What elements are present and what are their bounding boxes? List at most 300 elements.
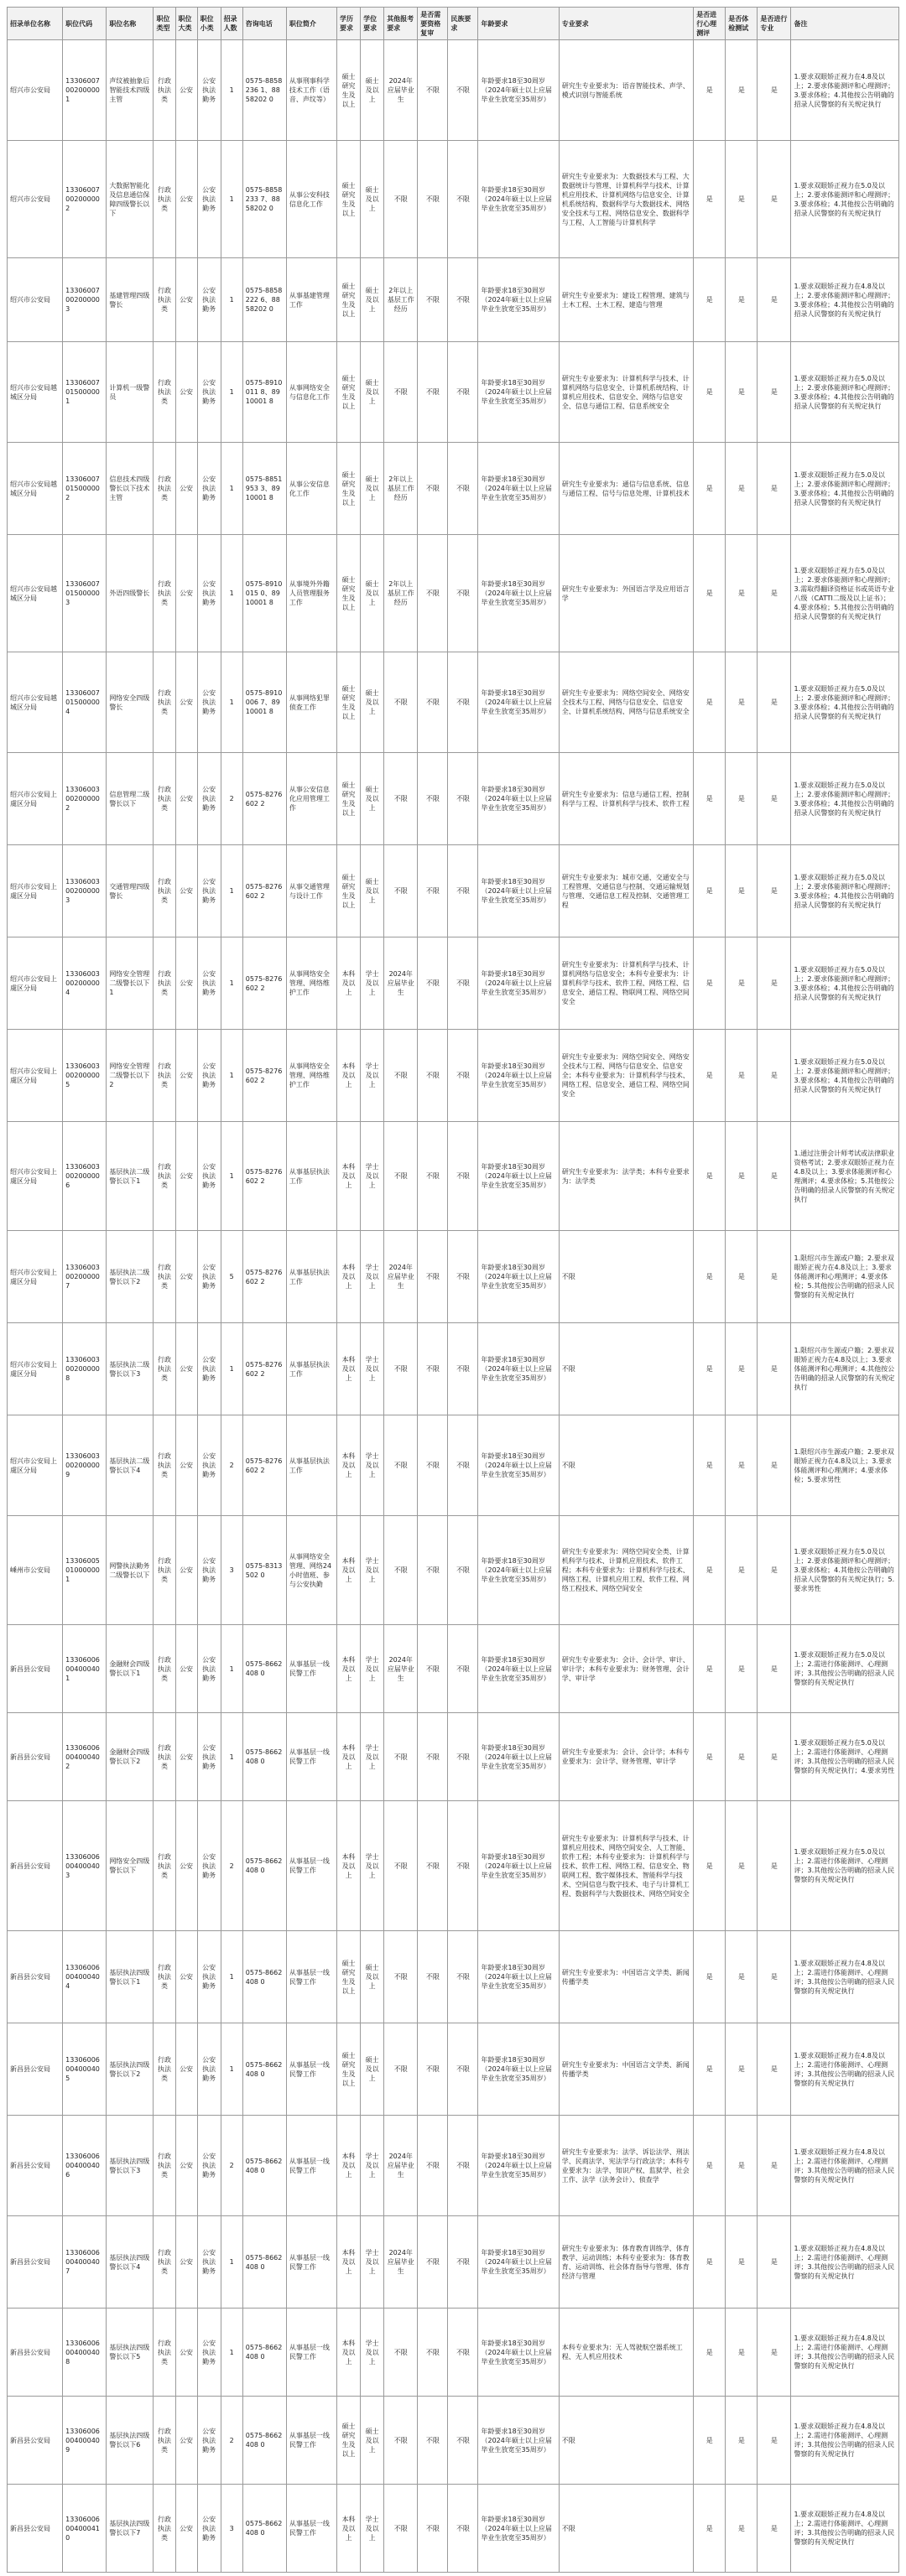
table-cell: 1 bbox=[221, 845, 242, 937]
table-cell: 金融财会四级警长以下1 bbox=[107, 1625, 154, 1713]
table-cell: 不限 bbox=[418, 1931, 448, 2023]
table-cell: 本科及以上 bbox=[337, 1625, 361, 1713]
column-header: 学历要求 bbox=[337, 8, 361, 40]
table-cell: 1.要求双眼矫正视力在5.0及以上；2.要求体能测评和心理测评；3.要求体检；4.其他按公告明确的招录人民警察的有关规定执行 bbox=[791, 141, 899, 258]
table-cell: 13306006004000402 bbox=[63, 1713, 107, 1801]
table-cell: 是 bbox=[726, 443, 758, 535]
table-cell: 是 bbox=[694, 1415, 726, 1516]
table-row bbox=[8, 1122, 899, 1231]
table-cell: 不限 bbox=[559, 2397, 693, 2485]
table-cell: 是 bbox=[726, 1030, 758, 1122]
table-cell: 0575-8910015 0、8910001 8 bbox=[242, 535, 286, 652]
table-cell: 网络安全四级警长以下 bbox=[107, 1801, 154, 1931]
table-cell: 1 bbox=[221, 937, 242, 1030]
table-cell: 研究生专业要求为：语音智能技术、声学、模式识别与智能系统 bbox=[559, 40, 693, 141]
table-cell: 基层执法四级警长以下4 bbox=[107, 2216, 154, 2309]
table-cell: 新昌县公安局 bbox=[8, 2116, 63, 2216]
table-cell: 年龄要求18至30周岁（2024年硕士以上应届毕业生放宽至35周岁） bbox=[478, 1801, 559, 1931]
table-cell: 是 bbox=[726, 1931, 758, 2023]
table-cell: 从事基层一线民警工作 bbox=[286, 2216, 336, 2309]
table-cell: 硕士及以上 bbox=[361, 141, 384, 258]
table-cell: 是 bbox=[758, 1030, 791, 1122]
table-cell: 不限 bbox=[448, 1231, 478, 1323]
table-cell: 0575-8662408 0 bbox=[242, 1931, 286, 2023]
table-cell: 本科及以上 bbox=[337, 1323, 361, 1415]
column-header: 学位要求 bbox=[361, 8, 384, 40]
table-cell: 不限 bbox=[448, 2116, 478, 2216]
table-cell: 2024年应届毕业生 bbox=[384, 2216, 418, 2309]
column-header: 招录单位名称 bbox=[8, 8, 63, 40]
table-cell: 是 bbox=[758, 2309, 791, 2397]
table-cell: 公安执法勤务 bbox=[197, 1122, 221, 1231]
table-cell: 行政执法类 bbox=[154, 141, 175, 258]
table-cell: 1 bbox=[221, 535, 242, 652]
table-cell: 公安 bbox=[175, 1801, 197, 1931]
table-cell: 硕士研究生及以上 bbox=[337, 535, 361, 652]
table-cell: 公安 bbox=[175, 652, 197, 753]
table-cell: 不限 bbox=[384, 1713, 418, 1801]
table-cell: 是 bbox=[694, 1625, 726, 1713]
table-cell: 绍兴市公安局上虞区分局 bbox=[8, 1122, 63, 1231]
table-cell: 研究生专业要求为：会计、会计学；本科专业要求为：会计学、财务管理、审计学 bbox=[559, 1713, 693, 1801]
table-cell: 0575-8858236 1、8858202 0 bbox=[242, 40, 286, 141]
table-cell: 学士及以上 bbox=[361, 1516, 384, 1625]
table-cell: 绍兴市公安局上虞区分局 bbox=[8, 753, 63, 845]
table-cell: 是 bbox=[758, 535, 791, 652]
table-cell: 不限 bbox=[418, 342, 448, 443]
table-cell: 行政执法类 bbox=[154, 845, 175, 937]
table-cell: 是 bbox=[758, 258, 791, 342]
table-cell: 是 bbox=[726, 535, 758, 652]
table-cell: 1.要求双眼矫正视力在4.8及以上；2.需进行体能测评、心理测评；3.其他按公告明确的招录人民警察的有关规定执行 bbox=[791, 2309, 899, 2397]
table-cell: 是 bbox=[726, 342, 758, 443]
table-cell: 0575-8910011 8、8910001 8 bbox=[242, 342, 286, 443]
table-cell: 年龄要求18至30周岁（2024年硕士以上应届毕业生放宽至35周岁） bbox=[478, 1713, 559, 1801]
table-cell: 新昌县公安局 bbox=[8, 2397, 63, 2485]
table-cell: 2024年应届毕业生 bbox=[384, 2116, 418, 2216]
table-cell: 不限 bbox=[418, 141, 448, 258]
table-cell: 从事基层一线民警工作 bbox=[286, 1931, 336, 2023]
column-header: 其他报考要求 bbox=[384, 8, 418, 40]
table-cell: 1 bbox=[221, 1713, 242, 1801]
column-header: 年龄要求 bbox=[478, 8, 559, 40]
table-cell: 公安执法勤务 bbox=[197, 1323, 221, 1415]
table-cell: 0575-8276602 2 bbox=[242, 1030, 286, 1122]
table-cell: 是 bbox=[758, 1122, 791, 1231]
table-cell: 行政执法类 bbox=[154, 443, 175, 535]
table-cell: 公安执法勤务 bbox=[197, 1931, 221, 2023]
table-cell: 硕士及以上 bbox=[361, 258, 384, 342]
table-cell: 研究生专业要求为：会计、会计学、审计、审计学；本科专业要求为：财务管理、会计学、审计学 bbox=[559, 1625, 693, 1713]
table-cell: 不限 bbox=[418, 535, 448, 652]
table-cell: 行政执法类 bbox=[154, 1122, 175, 1231]
table-cell: 年龄要求18至30周岁（2024年硕士以上应届毕业生放宽至35周岁） bbox=[478, 1030, 559, 1122]
table-cell: 学士及以上 bbox=[361, 1625, 384, 1713]
table-cell: 硕士研究生及以上 bbox=[337, 652, 361, 753]
table-cell: 从事基层一线民警工作 bbox=[286, 1801, 336, 1931]
column-header: 是否进行心理测评 bbox=[694, 8, 726, 40]
table-cell: 行政执法类 bbox=[154, 652, 175, 753]
table-cell: 不限 bbox=[418, 258, 448, 342]
table-cell: 1.要求双眼矫正视力在4.8及以上；2.需进行体能测评、心理测评；3.其他按公告明确的招录人民警察的有关规定执行 bbox=[791, 2216, 899, 2309]
table-cell: 研究生专业要求为：计算机科学与技术、计算机网络与信息安全；本科专业要求为：计算机科学与技术、软件工程、网络工程、信息安全、通信工程、物联网工程、网络空间安全 bbox=[559, 937, 693, 1030]
table-cell: 从事基层一线民警工作 bbox=[286, 2397, 336, 2485]
table-cell: 0575-8851953 3、8910001 8 bbox=[242, 443, 286, 535]
table-cell: 是 bbox=[694, 2485, 726, 2573]
table-cell: 年龄要求18至30周岁（2024年硕士以上应届毕业生放宽至35周岁） bbox=[478, 258, 559, 342]
table-cell: 1 bbox=[221, 40, 242, 141]
table-cell: 是 bbox=[758, 40, 791, 141]
table-cell: 0575-8858233 7、8858202 0 bbox=[242, 141, 286, 258]
table-cell: 是 bbox=[726, 845, 758, 937]
table-cell: 1 bbox=[221, 2216, 242, 2309]
table-cell: 年龄要求18至30周岁（2024年硕士以上应届毕业生放宽至35周岁） bbox=[478, 1122, 559, 1231]
table-cell: 研究生专业要求为：法学类；本科专业要求为：法学类 bbox=[559, 1122, 693, 1231]
table-cell: 学士及以上 bbox=[361, 1713, 384, 1801]
table-cell: 1 bbox=[221, 258, 242, 342]
table-cell: 绍兴市公安局上虞区分局 bbox=[8, 1415, 63, 1516]
table-cell: 是 bbox=[758, 443, 791, 535]
table-cell: 公安 bbox=[175, 2116, 197, 2216]
table-cell: 研究生专业要求为：网络空间安全、网络安全技术与工程、网络与信息安全、信息安全、计算机系统结构、网络与信息系统安全 bbox=[559, 652, 693, 753]
table-cell: 不限 bbox=[418, 652, 448, 753]
table-cell: 研究生专业要求为：外国语言学及应用语言学 bbox=[559, 535, 693, 652]
table-cell: 公安执法勤务 bbox=[197, 141, 221, 258]
table-cell: 本科及以上 bbox=[337, 2485, 361, 2573]
table-cell: 不限 bbox=[559, 1323, 693, 1415]
table-cell: 1.要求双眼矫正视力在5.0及以上；2.要求体能测评和心理测评；3.要求体检；4.其他按公告明确的招录人民警察的有关规定执行 bbox=[791, 753, 899, 845]
column-header: 备注 bbox=[791, 8, 899, 40]
table-cell: 1.通过注册会计师考试或法律职业资格考试；2.要求双眼矫正视力在4.8及以上；3.要求体能测评和心理测评；4.要求体检；5.其他按公告明确的招录人民警察的有关规定执行 bbox=[791, 1122, 899, 1231]
table-cell: 绍兴市公安局越城区分局 bbox=[8, 652, 63, 753]
table-cell: 公安执法勤务 bbox=[197, 1231, 221, 1323]
table-cell: 是 bbox=[694, 1931, 726, 2023]
table-cell: 从事境外外籍人员管理服务工作 bbox=[286, 535, 336, 652]
table-cell: 本科及以上 bbox=[337, 2309, 361, 2397]
table-cell: 1.要求双眼矫正视力在4.8及以上；2.需进行体能测评、心理测评；3.其他按公告明确的招录人民警察的有关规定执行 bbox=[791, 2116, 899, 2216]
table-cell: 硕士及以上 bbox=[361, 652, 384, 753]
table-cell: 年龄要求18至30周岁（2024年硕士以上应届毕业生放宽至35周岁） bbox=[478, 753, 559, 845]
table-cell: 不限 bbox=[448, 1030, 478, 1122]
table-cell: 0575-8662408 0 bbox=[242, 2485, 286, 2573]
table-cell: 年龄要求18至30周岁（2024年硕士以上应届毕业生放宽至35周岁） bbox=[478, 2485, 559, 2573]
table-cell: 2 bbox=[221, 2116, 242, 2216]
table-cell: 行政执法类 bbox=[154, 342, 175, 443]
table-cell: 13306003002000002 bbox=[63, 753, 107, 845]
table-cell: 13306006004000405 bbox=[63, 2023, 107, 2116]
table-row bbox=[8, 937, 899, 1030]
column-header: 职位简介 bbox=[286, 8, 336, 40]
table-cell: 是 bbox=[694, 652, 726, 753]
table-cell: 网络安全管理二级警长以下2 bbox=[107, 1030, 154, 1122]
table-cell: 公安执法勤务 bbox=[197, 937, 221, 1030]
table-cell: 交通管理四级警长 bbox=[107, 845, 154, 937]
table-cell: 新昌县公安局 bbox=[8, 2216, 63, 2309]
table-cell: 不限 bbox=[384, 1030, 418, 1122]
table-cell: 年龄要求18至30周岁（2024年硕士以上应届毕业生放宽至35周岁） bbox=[478, 2397, 559, 2485]
table-cell: 是 bbox=[758, 1931, 791, 2023]
table-cell: 不限 bbox=[448, 535, 478, 652]
table-cell: 13306003002000006 bbox=[63, 1122, 107, 1231]
table-cell: 公安执法勤务 bbox=[197, 753, 221, 845]
table-cell: 行政执法类 bbox=[154, 535, 175, 652]
table-cell: 基层执法二级警长以下3 bbox=[107, 1323, 154, 1415]
table-cell: 研究生专业要求为：通信与信息系统、信息与通信工程、信号与信息处理、计算机技术 bbox=[559, 443, 693, 535]
table-cell: 是 bbox=[758, 1231, 791, 1323]
table-cell: 13306007015000001 bbox=[63, 342, 107, 443]
table-cell: 年龄要求18至30周岁（2024年硕士以上应届毕业生放宽至35周岁） bbox=[478, 40, 559, 141]
table-cell: 从事基层一线民警工作 bbox=[286, 1625, 336, 1713]
table-cell: 不限 bbox=[448, 753, 478, 845]
table-cell: 13306003002000008 bbox=[63, 1323, 107, 1415]
table-cell: 行政执法类 bbox=[154, 2309, 175, 2397]
table-cell: 1.要求双眼矫正视力在4.8及以上；2.需进行体能测评、心理测评；3.其他按公告明确的招录人民警察的有关规定执行 bbox=[791, 1931, 899, 2023]
table-cell: 不限 bbox=[448, 1801, 478, 1931]
table-cell: 公安执法勤务 bbox=[197, 1415, 221, 1516]
table-cell: 公安 bbox=[175, 2023, 197, 2116]
table-cell: 是 bbox=[758, 2023, 791, 2116]
table-cell: 硕士研究生及以上 bbox=[337, 40, 361, 141]
table-cell: 13306003002000005 bbox=[63, 1030, 107, 1122]
table-cell: 1 bbox=[221, 1625, 242, 1713]
table-cell: 不限 bbox=[384, 1516, 418, 1625]
table-cell: 不限 bbox=[384, 141, 418, 258]
table-cell: 信息技术四级警长以下技术主管 bbox=[107, 443, 154, 535]
table-cell: 不限 bbox=[448, 1713, 478, 1801]
table-cell: 基建管理四级警长 bbox=[107, 258, 154, 342]
table-cell: 绍兴市公安局上虞区分局 bbox=[8, 937, 63, 1030]
table-cell: 不限 bbox=[448, 1323, 478, 1415]
table-row bbox=[8, 753, 899, 845]
table-row bbox=[8, 40, 899, 141]
table-cell: 1.限绍兴市生源或户籍；2.要求双眼矫正视力在4.8及以上；3.要求体能测评和心理测评；4.其他按公告明确的招录人民警察的有关规定执行 bbox=[791, 1323, 899, 1415]
table-cell: 金融财会四级警长以下2 bbox=[107, 1713, 154, 1801]
table-cell: 硕士研究生及以上 bbox=[337, 443, 361, 535]
table-row bbox=[8, 2023, 899, 2116]
table-cell: 是 bbox=[726, 2116, 758, 2216]
table-cell: 行政执法类 bbox=[154, 1231, 175, 1323]
table-cell: 公安 bbox=[175, 1122, 197, 1231]
table-cell: 不限 bbox=[418, 2485, 448, 2573]
table-cell: 从事基层一线民警工作 bbox=[286, 2309, 336, 2397]
table-cell: 1.要求双眼矫正视力在4.8及以上；2.要求体能测评和心理测评；3.要求体检；4.其他按公告明确的招录人民警察的有关规定执行 bbox=[791, 258, 899, 342]
table-cell: 是 bbox=[726, 1323, 758, 1415]
table-cell: 本科及以上 bbox=[337, 1713, 361, 1801]
table-cell: 不限 bbox=[448, 40, 478, 141]
table-cell: 不限 bbox=[448, 1415, 478, 1516]
table-cell: 从事刑事科学技术工作（语音、声纹等） bbox=[286, 40, 336, 141]
table-cell: 是 bbox=[726, 1122, 758, 1231]
table-cell: 0575-8858222 6、8858202 0 bbox=[242, 258, 286, 342]
table-cell: 从事公安科技信息化工作 bbox=[286, 141, 336, 258]
table-cell: 0575-8910006 7、8910001 8 bbox=[242, 652, 286, 753]
table-cell: 1 bbox=[221, 652, 242, 753]
table-cell: 研究生专业要求为：建设工程管理、建筑与土木工程、土木工程、建造与管理 bbox=[559, 258, 693, 342]
table-cell: 行政执法类 bbox=[154, 1625, 175, 1713]
table-cell: 是 bbox=[726, 1801, 758, 1931]
table-cell: 是 bbox=[726, 1713, 758, 1801]
table-cell: 年龄要求18至30周岁（2024年硕士以上应届毕业生放宽至35周岁） bbox=[478, 652, 559, 753]
table-cell: 硕士研究生及以上 bbox=[337, 753, 361, 845]
table-cell: 是 bbox=[694, 1122, 726, 1231]
table-cell: 13306006004000404 bbox=[63, 1931, 107, 2023]
table-cell: 公安 bbox=[175, 1625, 197, 1713]
table-cell: 网络安全管理二级警长以下1 bbox=[107, 937, 154, 1030]
table-cell: 行政执法类 bbox=[154, 1516, 175, 1625]
table-cell: 基层执法四级警长以下3 bbox=[107, 2116, 154, 2216]
table-cell: 13306006004000409 bbox=[63, 2397, 107, 2485]
table-cell: 1.要求双眼矫正视力在4.8及以上；2.需进行体能测评、心理测评；3.其他按公告明确的招录人民警察的有关规定执行 bbox=[791, 2485, 899, 2573]
table-cell: 是 bbox=[758, 652, 791, 753]
table-cell: 基层执法四级警长以下2 bbox=[107, 2023, 154, 2116]
table-cell: 是 bbox=[758, 2216, 791, 2309]
table-cell: 1.限绍兴市生源或户籍；2.要求双眼矫正视力在4.8及以上；3.要求体能测评和心理测评；4.要求体检；5.其他按公告明确的招录人民警察的有关规定执行 bbox=[791, 1231, 899, 1323]
table-cell: 是 bbox=[758, 845, 791, 937]
table-cell: 0575-8276602 2 bbox=[242, 845, 286, 937]
table-cell: 绍兴市公安局上虞区分局 bbox=[8, 845, 63, 937]
table-cell: 是 bbox=[758, 1713, 791, 1801]
table-cell: 1.要求双眼矫正视力在5.0及以上；2.要求体能测评和心理测评；3.要求体检；4.其他按公告明确的招录人民警察的有关规定执行 bbox=[791, 342, 899, 443]
table-cell: 不限 bbox=[418, 1625, 448, 1713]
column-header: 职位小类 bbox=[197, 8, 221, 40]
table-cell: 年龄要求18至30周岁（2024年硕士以上应届毕业生放宽至35周岁） bbox=[478, 1516, 559, 1625]
table-cell: 从事公安信息化工作 bbox=[286, 443, 336, 535]
table-cell: 不限 bbox=[559, 2485, 693, 2573]
table-cell: 硕士研究生及以上 bbox=[337, 141, 361, 258]
table-cell: 绍兴市公安局越城区分局 bbox=[8, 342, 63, 443]
table-cell: 是 bbox=[694, 1516, 726, 1625]
table-cell: 不限 bbox=[418, 1030, 448, 1122]
table-cell: 是 bbox=[758, 2485, 791, 2573]
column-header: 职位名称 bbox=[107, 8, 154, 40]
table-cell: 13306007002000003 bbox=[63, 258, 107, 342]
table-cell: 大数据智能化及信息通信保障四级警长以下 bbox=[107, 141, 154, 258]
table-cell: 是 bbox=[758, 753, 791, 845]
table-cell: 硕士研究生及以上 bbox=[337, 845, 361, 937]
table-cell: 外语四级警长 bbox=[107, 535, 154, 652]
table-cell: 公安执法勤务 bbox=[197, 258, 221, 342]
table-row bbox=[8, 1516, 899, 1625]
table-cell: 公安 bbox=[175, 141, 197, 258]
table-cell: 是 bbox=[726, 1625, 758, 1713]
table-cell: 公安执法勤务 bbox=[197, 2216, 221, 2309]
table-cell: 1 bbox=[221, 1323, 242, 1415]
table-cell: 不限 bbox=[448, 1931, 478, 2023]
table-cell: 是 bbox=[758, 1801, 791, 1931]
table-cell: 公安 bbox=[175, 937, 197, 1030]
table-cell: 年龄要求18至30周岁（2024年硕士以上应届毕业生放宽至35周岁） bbox=[478, 2023, 559, 2116]
table-cell: 声纹被抽象后智能技术四级主管 bbox=[107, 40, 154, 141]
table-cell: 公安执法勤务 bbox=[197, 1625, 221, 1713]
table-cell: 新昌县公安局 bbox=[8, 1713, 63, 1801]
table-cell: 学士及以上 bbox=[361, 2216, 384, 2309]
table-cell: 是 bbox=[758, 1516, 791, 1625]
column-header: 职位类型 bbox=[154, 8, 175, 40]
table-cell: 不限 bbox=[418, 2116, 448, 2216]
table-cell: 不限 bbox=[559, 1415, 693, 1516]
table-row bbox=[8, 342, 899, 443]
table-cell: 本科及以上 bbox=[337, 1801, 361, 1931]
table-cell: 行政执法类 bbox=[154, 1323, 175, 1415]
table-cell: 行政执法类 bbox=[154, 2023, 175, 2116]
table-cell: 不限 bbox=[418, 1122, 448, 1231]
table-cell: 研究生专业要求为：网络空间安全类、计算机科学与技术、计算机应用技术、软件工程；本科专业要求为：计算机科学与技术、网络工程、计算机应用工程、软件工程、网络工程技术、网络空间安全 bbox=[559, 1516, 693, 1625]
table-cell: 学士及以上 bbox=[361, 1030, 384, 1122]
table-cell: 研究生专业要求为：计算机科学与技术、计算机网络与信息安全、计算机系统结构、计算机应用技术、信息安全、网络与信息安全、信息与通信工程、信息系统安全 bbox=[559, 342, 693, 443]
table-cell: 是 bbox=[726, 141, 758, 258]
table-row bbox=[8, 2397, 899, 2485]
table-cell: 是 bbox=[694, 2116, 726, 2216]
table-cell: 不限 bbox=[448, 845, 478, 937]
table-cell: 1.要求双眼矫正视力在5.0及以上；2.要求体能测评和心理测评；3.要求体检；4.其他按公告明确的招录人民警察的有关规定执行；5.要求男性 bbox=[791, 1516, 899, 1625]
table-cell: 学士及以上 bbox=[361, 937, 384, 1030]
table-cell: 不限 bbox=[448, 141, 478, 258]
table-cell: 公安执法勤务 bbox=[197, 443, 221, 535]
table-cell: 不限 bbox=[384, 2485, 418, 2573]
table-cell: 行政执法类 bbox=[154, 2397, 175, 2485]
table-cell: 是 bbox=[726, 2485, 758, 2573]
table-cell: 研究生专业要求为：城市交通、交通安全与工程管理、交通信息与控制、交通运输规划与管理、交通信息工程及控制、交通管理工程 bbox=[559, 845, 693, 937]
table-cell: 从事网络安全管理、网络维护工作 bbox=[286, 1030, 336, 1122]
table-cell: 不限 bbox=[384, 652, 418, 753]
table-cell: 不限 bbox=[418, 40, 448, 141]
table-cell: 新昌县公安局 bbox=[8, 1625, 63, 1713]
table-cell: 是 bbox=[694, 443, 726, 535]
table-cell: 年龄要求18至30周岁（2024年硕士以上应届毕业生放宽至35周岁） bbox=[478, 342, 559, 443]
table-cell: 1 bbox=[221, 141, 242, 258]
table-cell: 基层执法四级警长以下7 bbox=[107, 2485, 154, 2573]
table-cell: 是 bbox=[726, 1231, 758, 1323]
table-cell: 行政执法类 bbox=[154, 753, 175, 845]
table-cell: 是 bbox=[758, 937, 791, 1030]
table-cell: 不限 bbox=[448, 652, 478, 753]
table-cell: 硕士及以上 bbox=[361, 535, 384, 652]
table-cell: 不限 bbox=[448, 2023, 478, 2116]
table-cell: 从事基建管理工作 bbox=[286, 258, 336, 342]
table-cell: 1.要求双眼矫正视力在5.0及以上；2.要求体能测评和心理测评；3.要求体检；4.其他按公告明确的招录人民警察的有关规定执行 bbox=[791, 937, 899, 1030]
table-cell: 13306003002000009 bbox=[63, 1415, 107, 1516]
table-cell: 不限 bbox=[384, 342, 418, 443]
table-cell: 行政执法类 bbox=[154, 258, 175, 342]
table-cell: 1.要求双眼矫正视力在5.0及以上；2.需进行体能测评、心理测评；3.其他按公告明确的招录人民警察的有关规定执行 bbox=[791, 1801, 899, 1931]
table-cell: 13306003002000007 bbox=[63, 1231, 107, 1323]
table-cell: 硕士研究生及以上 bbox=[337, 342, 361, 443]
table-cell: 行政执法类 bbox=[154, 1030, 175, 1122]
table-cell: 本科及以上 bbox=[337, 2116, 361, 2216]
recruitment-table bbox=[7, 7, 899, 2573]
table-cell: 年龄要求18至30周岁（2024年硕士以上应届毕业生放宽至35周岁） bbox=[478, 443, 559, 535]
table-cell: 年龄要求18至30周岁（2024年硕士以上应届毕业生放宽至35周岁） bbox=[478, 1231, 559, 1323]
table-cell: 是 bbox=[758, 2116, 791, 2216]
table-cell: 不限 bbox=[384, 845, 418, 937]
table-cell: 硕士研究生及以上 bbox=[337, 258, 361, 342]
table-cell: 是 bbox=[726, 1516, 758, 1625]
table-cell: 公安 bbox=[175, 1415, 197, 1516]
table-cell: 学士及以上 bbox=[361, 2309, 384, 2397]
table-cell: 绍兴市公安局 bbox=[8, 258, 63, 342]
table-cell: 13306007015000002 bbox=[63, 443, 107, 535]
table-cell: 是 bbox=[694, 535, 726, 652]
column-header: 是否需要资格复审 bbox=[418, 8, 448, 40]
table-cell: 绍兴市公安局上虞区分局 bbox=[8, 1323, 63, 1415]
column-header: 民族要求 bbox=[448, 8, 478, 40]
table-cell: 计算机一级警员 bbox=[107, 342, 154, 443]
table-cell: 是 bbox=[758, 2397, 791, 2485]
table-cell: 研究生专业要求为：大数据技术与工程、大数据统计与管理、计算机科学与技术、计算机应用技术、计算机网络与信息安全、计算机系统结构、数据科学与大数据技术、网络安全技术与工程、网络信息安全、数据科学与工程、人工智能与计算机科学 bbox=[559, 141, 693, 258]
table-cell: 公安执法勤务 bbox=[197, 535, 221, 652]
table-cell: 不限 bbox=[384, 1931, 418, 2023]
table-cell: 0575-8276602 2 bbox=[242, 1231, 286, 1323]
